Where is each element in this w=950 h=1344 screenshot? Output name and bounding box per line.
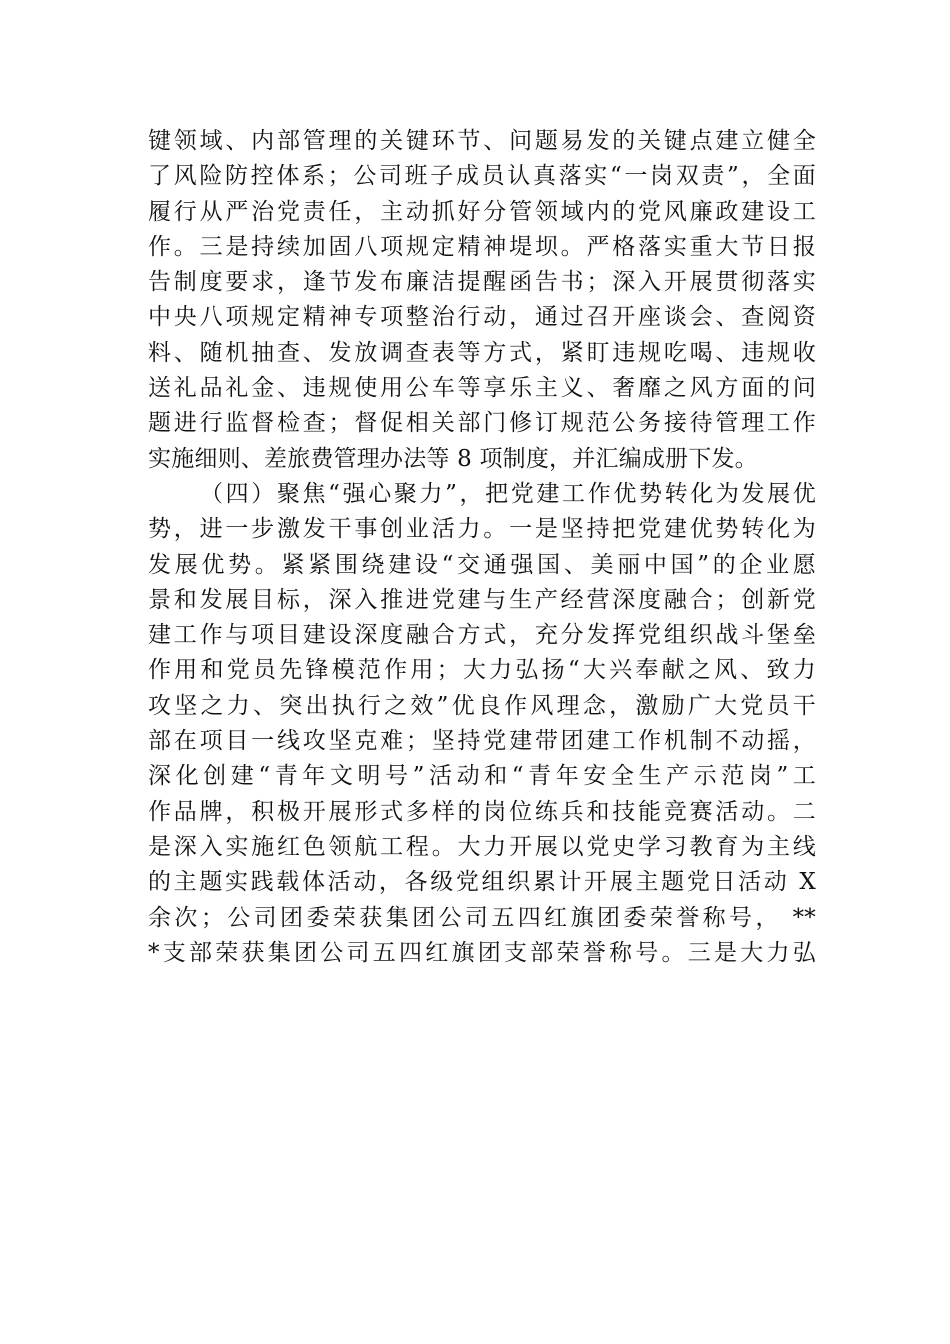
text-line: 发展优势。紧紧围绕建设“交通强国、美丽中国”的企业愿 [148,551,816,578]
text-line: 作品牌，积极开展形式多样的岗位练兵和技能竞赛活动。二 [148,798,816,825]
text-line: 履行从严治党责任，主动抓好分管领域内的党风廉政建设工 [148,198,816,225]
text-line: 景和发展目标，深入推进党建与生产经营深度融合；创新党 [148,586,816,613]
text-line: 送礼品礼金、违规使用公车等享乐主义、奢靡之风方面的问 [148,375,816,402]
text-line: 键领域、内部管理的关键环节、问题易发的关键点建立健全 [148,128,816,154]
text-line: 部在项目一线攻坚克难；坚持党建带团建工作机制不动摇， [148,728,816,755]
paragraph-1 [148,124,816,477]
text-line: 势，进一步激发干事创业活力。一是坚持把党建优势转化为 [148,516,816,543]
text-line: *支部荣获集团公司五四红旗团支部荣誉称号。三是大力弘 [148,939,816,966]
text-line: 是深入实施红色领航工程。大力开展以党史学习教育为主线 [148,833,816,860]
text-line: （四）聚焦“强心聚力”，把党建工作优势转化为发展优 [200,480,816,507]
text-line: 中央八项规定精神专项整治行动，通过召开座谈会、查阅资 [148,304,816,331]
text-line: 题进行监督检查；督促相关部门修订规范公务接待管理工作 [148,410,816,437]
text-line: 料、随机抽查、发放调查表等方式，紧盯违规吃喝、违规收 [148,339,816,366]
text-line: 作。三是持续加固八项规定精神堤坝。严格落实重大节日报 [148,233,816,260]
text-line: 余次；公司团委荣获集团公司五四红旗团委荣誉称号， ** [148,904,816,931]
paragraph-2 [148,477,816,971]
text-line: 建工作与项目建设深度融合方式，充分发挥党组织战斗堡垒 [148,622,816,649]
text-line: 的主题实践载体活动，各级党组织累计开展主题党日活动 X [148,869,816,896]
text-line: 实施细则、差旅费管理办法等 8 项制度，并汇编成册下发。 [148,445,758,472]
text-line: 深化创建“青年文明号”活动和“青年安全生产示范岗”工 [148,763,816,790]
text-line: 告制度要求，逢节发布廉洁提醒函告书；深入开展贯彻落实 [148,269,816,296]
text-line: 攻坚之力、突出执行之效”优良作风理念，激励广大党员干 [148,692,816,719]
document-page [148,124,816,971]
text-line: 作用和党员先锋模范作用；大力弘扬“大兴奉献之风、致力 [148,657,816,684]
text-line: 了风险防控体系；公司班子成员认真落实“一岗双责”，全面 [148,163,816,190]
